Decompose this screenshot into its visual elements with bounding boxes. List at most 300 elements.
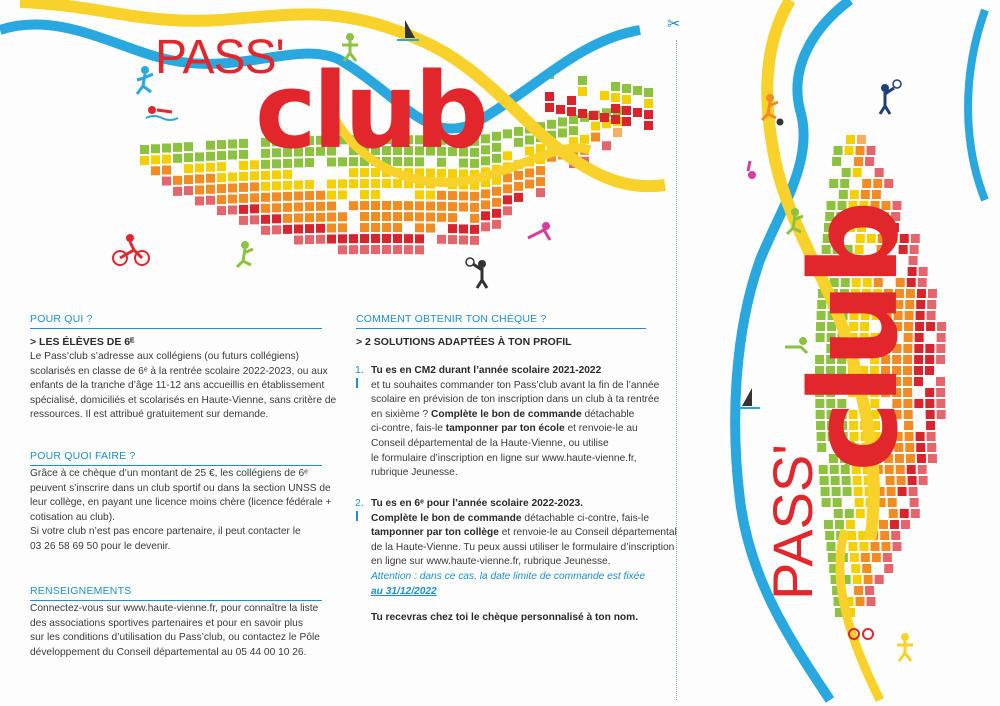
mosaic-tile [393, 212, 402, 221]
text-line: rubrique Jeunesse. [371, 467, 458, 479]
mosaic-tile [873, 179, 882, 188]
diver-icon [528, 222, 550, 240]
mosaic-tile [239, 216, 248, 225]
deadline-date: au 31/12/2022 [371, 585, 437, 597]
mosaic-tile [853, 476, 862, 485]
mosaic-tile [470, 236, 479, 245]
text-line: cotisation au club). [30, 511, 115, 523]
mosaic-tile [448, 202, 457, 211]
mosaic-tile [162, 166, 171, 175]
mosaic-tile [338, 223, 347, 232]
mosaic-tile [228, 183, 237, 192]
mosaic-tile [360, 223, 369, 232]
mosaic-tile [349, 234, 358, 243]
mosaic-tile [294, 235, 303, 244]
mosaic-tile [928, 289, 937, 298]
text-line: en sixième ? Complète le bon de commande détachable [371, 408, 635, 420]
mosaic-tile [829, 179, 838, 188]
mosaic-tile [492, 143, 501, 152]
text-line: scolaire en prévision de ton inscription dans un club à ta rentrée [371, 394, 660, 406]
mosaic-tile [845, 509, 854, 518]
heading-rule [30, 465, 322, 466]
mosaic-tile [901, 520, 910, 529]
mosaic-tile [305, 224, 314, 233]
mosaic-tile [305, 213, 314, 222]
mosaic-tile [382, 223, 391, 232]
mosaic-tile [206, 185, 215, 194]
text-line: Complète le bon de commande détachable ci-contre, fais-le [371, 512, 649, 524]
mosaic-tile [872, 190, 881, 199]
mosaic-tile [206, 141, 215, 150]
mosaic-tile [316, 213, 325, 222]
mosaic-tile [927, 443, 936, 452]
mosaic-tile [239, 183, 248, 192]
mosaic-tile [272, 225, 281, 234]
text-line: scolarisés en classe de 6ᵉ à la rentrée scolaire 2022-2023, ou aux [30, 365, 328, 377]
mosaic-tile [437, 235, 446, 244]
mosaic-tile [843, 487, 852, 496]
text-line: peuvent s’inscrire dans un club sportif ou dans la section UNSS de [30, 482, 331, 494]
mosaic-tile [840, 179, 849, 188]
mosaic-tile [893, 542, 902, 551]
mosaic-tile [926, 421, 935, 430]
mosaic-tile [228, 194, 237, 203]
mosaic-tile [514, 171, 523, 180]
mosaic-tile [854, 157, 863, 166]
mosaic-tile [492, 187, 501, 196]
mosaic-tile [404, 245, 413, 254]
mosaic-tile [503, 206, 512, 215]
mosaic-tile [338, 190, 347, 199]
mosaic-tile [140, 145, 149, 154]
mosaic-tile [846, 135, 855, 144]
mosaic-tile [184, 175, 193, 184]
mosaic-tile [872, 553, 881, 562]
mosaic-tile [900, 509, 909, 518]
mosaic-tile [184, 153, 193, 162]
mosaic-tile [545, 92, 554, 101]
mosaic-tile [644, 99, 653, 108]
section-heading-comment-obtenir: COMMENT OBTENIR TON CHÈQUE ? [356, 313, 547, 325]
mosaic-tile [228, 150, 237, 159]
mosaic-tile [884, 564, 893, 573]
mosaic-tile [195, 174, 204, 183]
mosaic-tile [925, 366, 934, 375]
mosaic-tile [360, 201, 369, 210]
mosaic-tile [622, 117, 631, 126]
mosaic-tile [827, 542, 836, 551]
mosaic-tile [536, 166, 545, 175]
mosaic-tile [206, 163, 215, 172]
mosaic-tile [927, 311, 936, 320]
mosaic-tile [272, 214, 281, 223]
mosaic-tile [503, 129, 512, 138]
mosaic-tile [316, 235, 325, 244]
mosaic-tile [525, 135, 534, 144]
solution-1 [371, 364, 659, 481]
mosaic-tile [834, 146, 843, 155]
subheading-solutions: > 2 SOLUTIONS ADAPTÉES À TON PROFIL [356, 336, 572, 348]
logo-pass-vertical: PASS' [761, 444, 824, 600]
mosaic-tile [600, 91, 609, 100]
mosaic-tile [850, 190, 859, 199]
closing-line: Tu recevras chez toi le chèque personnalisé à ton nom. [371, 612, 639, 623]
mosaic-tile [316, 224, 325, 233]
text-line: sur les conditions d’utilisation du Pass’club, ou contactez le Pôle [30, 632, 320, 644]
mosaic-tile [536, 188, 545, 197]
mosaic-tile [448, 213, 457, 222]
mosaic-tile [239, 150, 248, 159]
mosaic-tile [926, 410, 935, 419]
mosaic-tile [854, 586, 863, 595]
fold-line [676, 40, 677, 700]
mosaic-tile [415, 190, 424, 199]
mosaic-tile [206, 152, 215, 161]
mosaic-tile [415, 212, 424, 221]
mosaic-tile [525, 146, 534, 155]
mosaic-tile [261, 193, 270, 202]
logo-top [155, 30, 485, 172]
solution-1-title: Tu es en CM2 durant l’année scolaire 2021-2022 [371, 365, 602, 376]
paragraph-pour-qui [30, 350, 336, 423]
mosaic-tile [875, 575, 884, 584]
mosaic-tile [195, 196, 204, 205]
mosaic-tile [855, 498, 864, 507]
text-line: et tu souhaites commander ton Pass’club avant la fin de l’année [371, 379, 660, 391]
mosaic-tile [861, 553, 870, 562]
mosaic-tile [382, 234, 391, 243]
mosaic-tile [937, 322, 946, 331]
text-line: ressources. Il est attribué gratuitement sur demande. [30, 409, 269, 421]
mosaic-tile [851, 564, 860, 573]
heading-rule [30, 328, 322, 329]
mosaic-tile [327, 224, 336, 233]
mosaic-tile [349, 179, 358, 188]
text-line: 03 26 58 69 50 pour le devenir. [30, 540, 171, 552]
mosaic-tile [536, 177, 545, 186]
mosaic-tile [217, 195, 226, 204]
mosaic-tile [613, 128, 622, 137]
mosaic-tile [393, 223, 402, 232]
section-heading-renseignements: RENSEIGNEMENTS [30, 585, 132, 597]
mosaic-tile [393, 201, 402, 210]
mosaic-tile [622, 106, 631, 115]
mosaic-tile [261, 171, 270, 180]
mosaic-tile [832, 487, 841, 496]
mosaic-tile [294, 224, 303, 233]
sailing-icon [738, 388, 760, 408]
mosaic-tile [382, 179, 391, 188]
mosaic-tile [856, 146, 865, 155]
mosaic-tile [426, 191, 435, 200]
mosaic-tile [162, 144, 171, 153]
mosaic-tile [195, 185, 204, 194]
mosaic-tile [382, 245, 391, 254]
mosaic-tile [578, 87, 587, 96]
mosaic-tile [611, 115, 620, 124]
section-heading-pour-quoi-faire: POUR QUOI FAIRE ? [30, 450, 136, 462]
mosaic-tile [845, 146, 854, 155]
mosaic-tile [261, 182, 270, 191]
text-line: Grâce à ce chèque d’un montant de 25 €, les collégiens de 6ᵉ [30, 468, 308, 479]
mosaic-tile [856, 509, 865, 518]
mosaic-tile [525, 168, 534, 177]
paragraph-pour-quoi-faire [30, 467, 332, 555]
mosaic-tile [897, 476, 906, 485]
mosaic-tile [217, 140, 226, 149]
mosaic-tile [578, 109, 587, 118]
mosaic-tile [492, 154, 501, 163]
text-line: Conseil départemental de la Haute-Vienne, ou utilise [371, 437, 609, 449]
mosaic-tile [492, 209, 501, 218]
mosaic-tile [850, 553, 859, 562]
mosaic-tile [426, 224, 435, 233]
cyclist-icon [113, 234, 149, 265]
mosaic-tile [825, 531, 834, 540]
mosaic-tile [832, 157, 841, 166]
mosaic-tile [305, 180, 314, 189]
mosaic-tile [867, 597, 876, 606]
mosaic-tile [360, 212, 369, 221]
mosaic-tile [151, 155, 160, 164]
mosaic-tile [228, 172, 237, 181]
mosaic-tile [861, 190, 870, 199]
mosaic-tile [239, 172, 248, 181]
mosaic-tile [481, 222, 490, 231]
mosaic-tile [514, 193, 523, 202]
mosaic-tile [283, 192, 292, 201]
mosaic-tile [305, 202, 314, 211]
mosaic-tile [925, 355, 934, 364]
mosaic-tile [883, 553, 892, 562]
mosaic-tile [862, 179, 871, 188]
mosaic-tile [261, 215, 270, 224]
mosaic-tile [644, 121, 653, 130]
mosaic-tile [925, 388, 934, 397]
text-line: enfants de la tranche d’âge 11-12 ans accueillis en établissement [30, 380, 325, 392]
swimmer-icon [146, 106, 178, 120]
subheading-eleves: > LES ÉLÈVES DE 6ᴱ [30, 336, 135, 348]
mosaic-tile [360, 190, 369, 199]
mosaic-tile [470, 203, 479, 212]
mosaic-tile [305, 191, 314, 200]
mosaic-tile [591, 133, 600, 142]
mosaic-tile [283, 214, 292, 223]
mosaic-tile [545, 103, 554, 112]
mosaic-tile [448, 235, 457, 244]
text-line: ci-contre, fais-le tamponner par ton école et renvoie-le au [371, 423, 638, 435]
mosaic-tile [911, 509, 920, 518]
runner-icon [237, 241, 253, 267]
mosaic-tile [371, 201, 380, 210]
tennis-player-icon [880, 80, 901, 114]
mosaic-tile [867, 146, 876, 155]
mosaic-tile [140, 156, 149, 165]
mosaic-tile [239, 194, 248, 203]
mosaic-tile [151, 166, 160, 175]
mosaic-tile [415, 201, 424, 210]
mosaic-tile [294, 191, 303, 200]
mosaic-tile [250, 215, 259, 224]
mosaic-tile [294, 202, 303, 211]
mosaic-tile [936, 355, 945, 364]
mosaic-tile [925, 344, 934, 353]
mosaic-tile [228, 205, 237, 214]
mosaic-tile [184, 164, 193, 173]
mosaic-tile [305, 235, 314, 244]
mosaic-tile [459, 191, 468, 200]
mosaic-tile [611, 104, 620, 113]
mosaic-tile [250, 182, 259, 191]
mosaic-tile [426, 213, 435, 222]
mosaic-tile [184, 142, 193, 151]
mosaic-tile [327, 191, 336, 200]
tennis-player-icon [466, 258, 487, 288]
mosaic-tile [600, 113, 609, 122]
mosaic-tile [871, 542, 880, 551]
mosaic-tile [481, 200, 490, 209]
mosaic-tile [503, 184, 512, 193]
mosaic-tile [936, 399, 945, 408]
mosaic-tile [338, 179, 347, 188]
mosaic-tile [927, 300, 936, 309]
text-line: en ligne sur www.haute-vienne.fr, rubrique Jeunesse. [371, 556, 611, 568]
mosaic-tile [217, 162, 226, 171]
runner-icon [137, 66, 153, 94]
mosaic-tile [831, 476, 840, 485]
mosaic-tile [875, 168, 884, 177]
swimmer-icon [748, 161, 756, 179]
mosaic-tile [936, 388, 945, 397]
mosaic-tile [338, 212, 347, 221]
mosaic-tile [834, 509, 843, 518]
mosaic-tile [217, 206, 226, 215]
mosaic-tile [481, 211, 490, 220]
mosaic-tile [898, 487, 907, 496]
mosaic-tile [889, 509, 898, 518]
mosaic-tile [393, 245, 402, 254]
mosaic-tile [250, 204, 259, 213]
mosaic-tile [880, 531, 889, 540]
mosaic-tile [217, 184, 226, 193]
mosaic-tile [842, 476, 851, 485]
mosaic-tile [415, 234, 424, 243]
mosaic-tile [622, 84, 631, 93]
mosaic-tile [862, 564, 871, 573]
mosaic-tile [910, 498, 919, 507]
mosaic-tile [371, 234, 380, 243]
mosaic-tile [382, 212, 391, 221]
heading-rule [30, 600, 322, 601]
mosaic-tile [327, 202, 336, 211]
logo-pass: PASS' [155, 31, 284, 84]
logo-vertical [760, 204, 925, 600]
mosaic-tile [853, 168, 862, 177]
mosaic-tile [360, 179, 369, 188]
mosaic-tile [909, 487, 918, 496]
mosaic-tile [426, 202, 435, 211]
mosaic-tile [514, 138, 523, 147]
mosaic-tile [206, 174, 215, 183]
text-line: Si votre club n’est pas encore partenaire, il peut contacter le [30, 526, 301, 538]
mosaic-tile [470, 192, 479, 201]
mosaic-tile [217, 151, 226, 160]
mosaic-tile [239, 139, 248, 148]
mosaic-tile [338, 245, 347, 254]
mosaic-tile [195, 152, 204, 161]
mosaic-tile [925, 399, 934, 408]
mosaic-tile [437, 191, 446, 200]
mosaic-tile [272, 192, 281, 201]
mosaic-tile [890, 520, 899, 529]
mosaic-tile [846, 520, 855, 529]
mosaic-tile [327, 213, 336, 222]
mosaic-tile [261, 226, 270, 235]
mosaic-tile [371, 212, 380, 221]
mosaic-tile [239, 205, 248, 214]
mosaic-tile [283, 225, 292, 234]
mosaic-tile [228, 139, 237, 148]
mosaic-tile [360, 234, 369, 243]
mosaic-tile [865, 586, 874, 595]
mosaic-tile [393, 179, 402, 188]
text-line: Le Pass’club s’adresse aux collégiens (ou futurs collégiens) [30, 351, 299, 362]
mosaic-tile [371, 245, 380, 254]
mosaic-tile [558, 117, 567, 126]
mosaic-tile [338, 234, 347, 243]
mosaic-tile [926, 322, 935, 331]
mosaic-tile [162, 177, 171, 186]
mosaic-tile [927, 432, 936, 441]
mosaic-tile [556, 105, 565, 114]
mosaic-tile [833, 498, 842, 507]
blue-ribbon-right-2 [968, 10, 985, 200]
mosaic-tile [371, 179, 380, 188]
section-heading-pour-qui: POUR QUI ? [30, 313, 93, 325]
mosaic-tile [569, 126, 578, 135]
mosaic-tile [492, 132, 501, 141]
paragraph-renseignements [30, 602, 320, 660]
mosaic-tile [327, 235, 336, 244]
mosaic-tile [316, 202, 325, 211]
mosaic-tile [503, 151, 512, 160]
item-number-1: 1. [355, 364, 364, 376]
mosaic-tile [514, 127, 523, 136]
mosaic-tile [908, 476, 917, 485]
mosaic-tile [162, 155, 171, 164]
item-marker [356, 511, 358, 521]
mosaic-tile [470, 214, 479, 223]
mosaic-tile [856, 597, 865, 606]
mosaic-tile [173, 176, 182, 185]
mosaic-tile [173, 154, 182, 163]
mosaic-tile [393, 234, 402, 243]
mosaic-tile [371, 190, 380, 199]
mosaic-tile [283, 181, 292, 190]
mosaic-tile [611, 82, 620, 91]
mosaic-tile [151, 144, 160, 153]
text-line: des associations sportives partenaires et pour en savoir plus [30, 617, 303, 629]
mosaic-tile [839, 190, 848, 199]
mosaic-tile [842, 168, 851, 177]
mosaic-tile [459, 202, 468, 211]
mosaic-tile [250, 193, 259, 202]
mosaic-tile [492, 220, 501, 229]
mosaic-tile [272, 203, 281, 212]
text-line: développement du Conseil départemental au 05 44 00 10 26. [30, 646, 307, 658]
logo-club-vertical: club [786, 204, 925, 472]
text-line: leur collège, en payant une licence moins chère (licence fédérale + [30, 497, 332, 509]
